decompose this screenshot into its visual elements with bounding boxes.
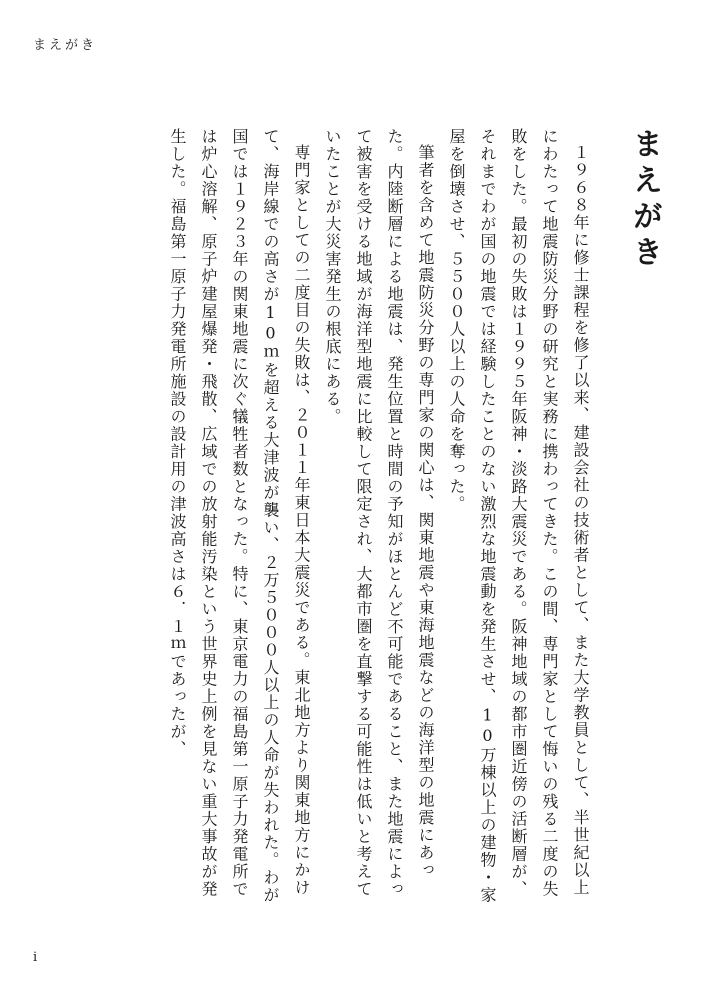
paragraph-1: １９６８年に修士課程を修了以来、建設会社の技術者として、また大学教員として、半世紀以上にわたって地震防災分野の研究と実務に携わってきた。この間、専門家として悔いの残る二度の失敗をした。最初の失敗は１９９５年阪神・淡路大震災である。阪神地域の都市圏近傍の活断層が、それまでわが国の地震では経験したことのない激烈な地震動を発生させ、10万棟以上の建物・家屋を倒壊させ、５５００人以上の人命を奪った。	[447, 128, 590, 904]
body-text-block	[42, 128, 662, 912]
chapter-title: まえがき	[627, 128, 662, 272]
paragraph-3: 専門家としての二度目の失敗は、２０１１年東日本大震災である。東北地方より関東地方にかけて、海岸線での高さが10ｍを超える大津波が襲い、２万５０００人以上の人命が失われた。わが国では１９２３年の関東地震に次ぐ犠牲者数となった。特に、東京電力の福島第一原子力発電所では炉心溶解、原子炉建屋爆発・飛散、広域での放射能汚染という世界史上例を見ない重大事故が発生した。福島第一原子力発電所施設の設計用の津波高さは６．１ｍであったが、	[168, 128, 311, 904]
page-number: i	[33, 950, 38, 965]
paragraph-2: 筆者を含めて地震防災分野の専門家の関心は、関東地震や東海地震などの海洋型の地震にあった。内陸断層による地震は、発生位置と時間の予知がほとんど不可能であること、また地震によって被害を受ける地域が海洋型地震に比較して限定され、大都市圏を直撃する可能性は低いと考えていたことが大災害発生の根底にある。	[323, 128, 435, 898]
running-header: まえがき	[33, 38, 98, 53]
